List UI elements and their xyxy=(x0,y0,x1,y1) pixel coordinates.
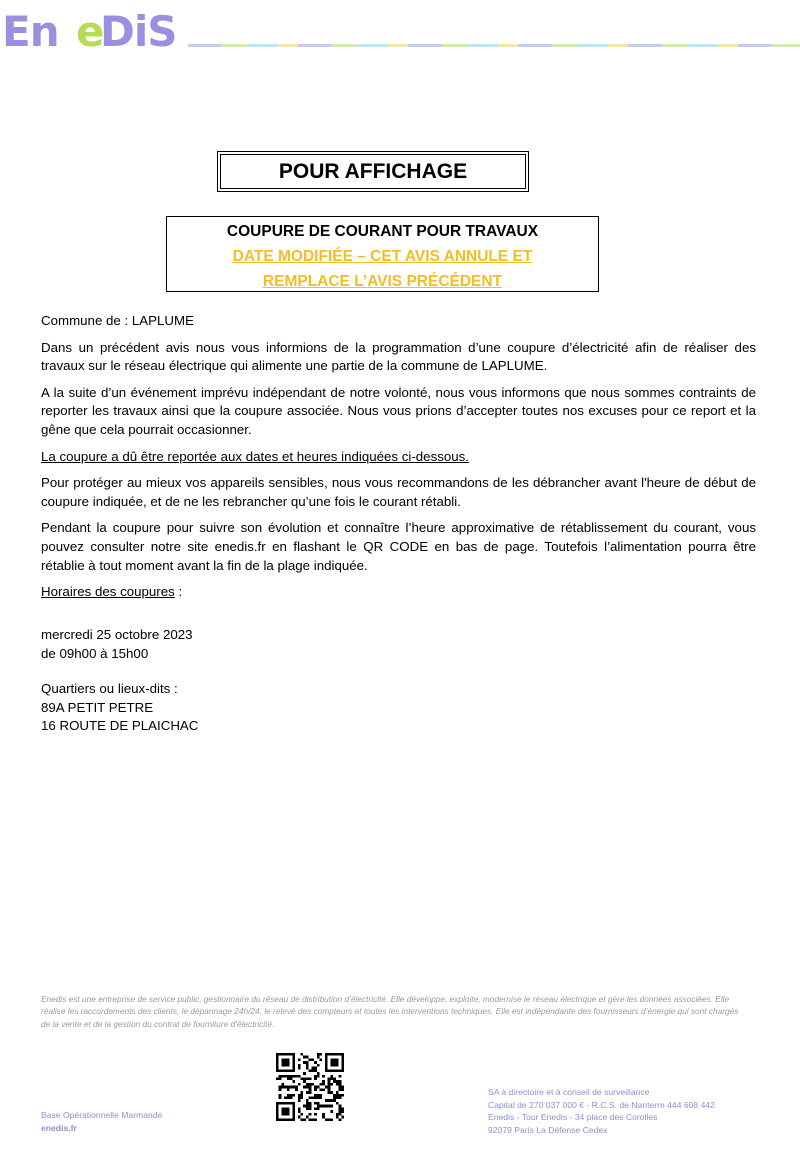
footer-legal-text: Enedis est une entreprise de service public, gestionnaire du réseau de distribution d’électricité. Elle développe, exploite, modernise le réseau électrique et gère les données associées. Elle réalise les raccordements des clients, le dépannage 24h/24, le relevé des compteurs et toutes les interventions techniques. Elle est indépendante des fournisseurs d’énergie qui sont chargés de la vente et de la gestion du contrat de fourniture d’électricité. xyxy=(41,994,739,1029)
footer-company-line: Capital de 270 037 000 € - R.C.S. de Nanterre 444 608 442 xyxy=(488,1099,715,1110)
commune-line: Commune de : LAPLUME xyxy=(41,313,194,328)
svg-text:DiS: DiS xyxy=(100,8,177,52)
paragraph-protect-devices: Pour protéger au mieux vos appareils sensibles, nous vous recommandons de les débrancher avant l'heure de début de coupure indiquée, et de ne les rebrancher qu’une fois le courant rétabli. xyxy=(41,475,756,509)
schedule-heading xyxy=(41,583,756,602)
locations-heading: Quartiers ou lieux-dits : xyxy=(41,681,178,696)
svg-text:En: En xyxy=(2,8,59,52)
footer-base-operationnelle: Base Opérationnelle Marmande xyxy=(41,1110,163,1120)
location-item: 16 ROUTE DE PLAICHAC xyxy=(41,718,199,734)
paragraph-rescheduled: La coupure a dû être reportée aux dates et heures indiquées ci-dessous. xyxy=(41,448,469,464)
schedule-heading-text: Horaires des coupures xyxy=(41,584,175,600)
notice-box xyxy=(166,216,599,292)
footer-company-line: Enedis - Tour Enedis - 34 place des Corolles xyxy=(488,1112,658,1122)
notice-warning-line1: DATE MODIFIÉE – CET AVIS ANNULE ET xyxy=(232,248,533,265)
schedule-hours: de 09h00 à 15h00 xyxy=(41,645,149,661)
paragraph-postponement: A la suite d’un événement imprévu indépendant de notre volonté, nous vous informons que nous sommes contraints de reporter les travaux ainsi que la coupure associée. Nous vous prions d’accepter toutes nos excuses pour ce report et la gêne que cela pourrait occasionner. xyxy=(41,384,756,437)
footer-website-link[interactable]: enedis.fr xyxy=(41,1122,77,1133)
notice-warning-line2: REMPLACE L’AVIS PRÉCÉDENT xyxy=(262,273,503,290)
footer-left xyxy=(41,1109,162,1134)
paragraph-previous-notice: Dans un précédent avis nous vous informions de la programmation d’une coupure d’électricité afin de réaliser des travaux sur le réseau électrique qui alimente une partie de la commune de LAPLUME. xyxy=(41,339,756,374)
locations-block xyxy=(41,680,198,736)
paragraph-follow-outage: Pendant la coupure pour suivre son évolution et connaître l’heure approximative de rétablissement du courant, vous pouvez consulter notre site enedis.fr en flashant le QR CODE en bas de page. Toutefois l’alimentation pourra être rétablie à tout moment avant la fin de la plage indiquée. xyxy=(41,520,756,573)
qr-code-icon[interactable] xyxy=(276,1053,344,1121)
title-text: POUR AFFICHAGE xyxy=(278,159,468,183)
footer-company-line: SA à directoire et à conseil de surveillance xyxy=(488,1087,650,1097)
svg-text:e: e xyxy=(76,8,105,52)
page-title xyxy=(217,151,529,192)
notice-body xyxy=(41,312,756,610)
footer-company-line: 92079 Paris La Défense Cedex xyxy=(488,1124,608,1135)
location-item: 89A PETIT PETRE xyxy=(41,699,154,715)
notice-heading: COUPURE DE COURANT POUR TRAVAUX xyxy=(226,223,539,240)
enedis-logo xyxy=(0,8,182,52)
schedule-heading-suffix: : xyxy=(174,584,183,600)
footer-company-info xyxy=(488,1086,715,1136)
schedule-date: mercredi 25 octobre 2023 xyxy=(41,627,193,642)
schedule-block xyxy=(41,626,193,663)
header-divider xyxy=(188,44,800,47)
